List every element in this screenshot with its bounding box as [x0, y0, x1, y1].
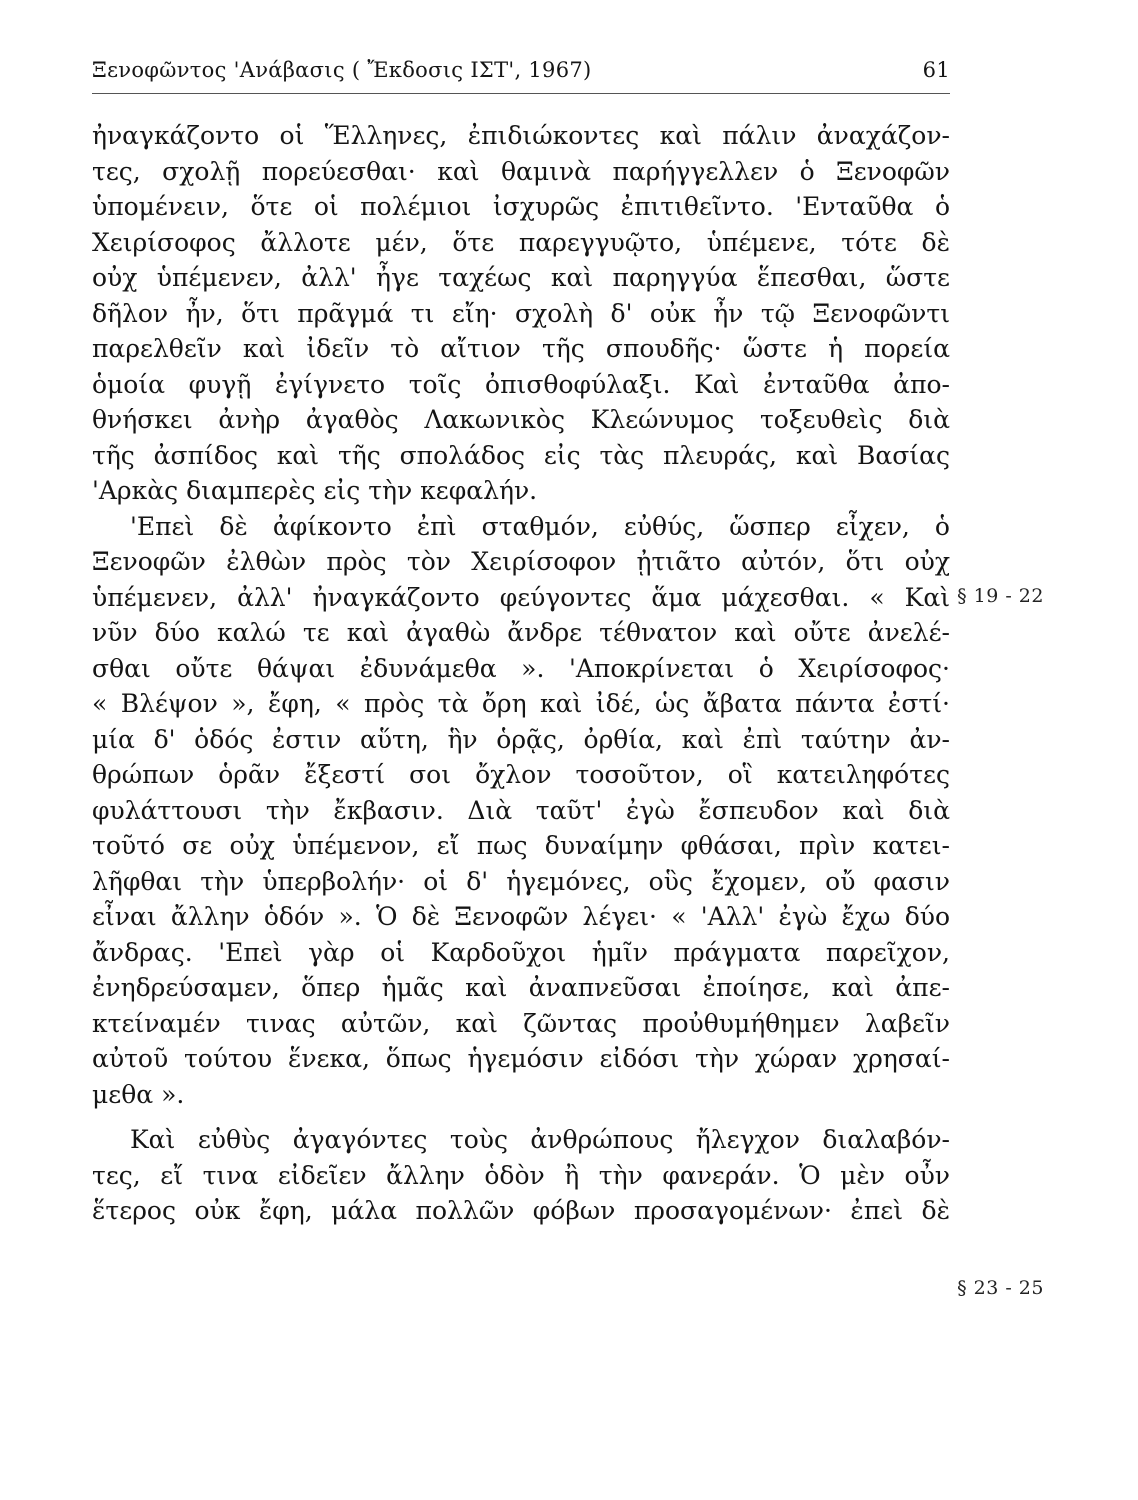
text-line: τες, σχολῇ πορεύεσθαι· καὶ θαμινὰ παρήγγελλεν ὁ Ξενοφῶν — [92, 156, 950, 186]
text-line: οὐχ ὑπέμενεν, ἀλλ' ἦγε ταχέως καὶ παρηγγύα ἕπεσθαι, ὥστε — [92, 263, 950, 292]
text-line: ἠναγκάζοντο οἱ Ἕλληνες, ἐπιδιώκοντες καὶ πάλιν ἀναχάζον- — [92, 121, 950, 150]
text-line: ὑπομένειν, ὅτε οἱ πολέμιοι ἰσχυρῶς ἐπιτιθεῖντο. 'Ενταῦθα ὁ — [92, 192, 950, 221]
text-line: ἄνδρας. 'Επεὶ γὰρ οἱ Καρδοῦχοι ἡμῖν πράγματα παρεῖχον, — [92, 937, 950, 967]
text-line: θνήσκει ἀνὴρ ἀγαθὸς Λακωνικὸς Κλεώνυμος τοξευθεὶς διὰ — [92, 405, 950, 434]
text-line: ὁμοία φυγῇ ἐγίγνετο τοῖς ὀπισθοφύλαξι. Καὶ ἐνταῦθα ἀπο- — [92, 369, 950, 399]
text-line: θρώπων ὁρᾶν ἔξεστί σοι ὄχλον τοσοῦτον, οἳ κατειληφότες — [92, 760, 950, 789]
body-text — [92, 118, 950, 1229]
text-line: 'Αρκὰς διαμπερὲς εἰς τὴν κεφαλήν. — [92, 476, 538, 505]
text-line: αὐτοῦ τούτου ἕνεκα, ὅπως ἡγεμόσιν εἰδόσι τὴν χώραν χρησαί- — [92, 1044, 950, 1073]
text-line: εἶναι ἄλλην ὁδόν ». Ὁ δὲ Ξενοφῶν λέγει· « 'Αλλ' ἐγὼ ἔχω δύο — [92, 902, 950, 931]
text-line: « Βλέψον », ἔφη, « πρὸς τὰ ὄρη καὶ ἰδέ, ὡς ἄβατα πάντα ἐστί· — [92, 689, 950, 718]
text-line: τῆς ἀσπίδος καὶ τῆς σπολάδος εἰς τὰς πλευράς, καὶ Βασίας — [92, 440, 950, 470]
section-marginal-note: § 19 - 22 — [957, 585, 1044, 607]
text-line: νῦν δύο καλώ τε καὶ ἀγαθὼ ἄνδρε τέθνατον καὶ οὔτε ἀνελέ- — [92, 618, 950, 647]
text-line: ὑπέμενεν, ἀλλ' ἠναγκάζοντο φεύγοντες ἅμα μάχεσθαι. « Καὶ — [92, 582, 950, 612]
text-line: δῆλον ἦν, ὅτι πρᾶγμά τι εἴη· σχολὴ δ' οὐκ ἦν τῷ Ξενοφῶντι — [92, 298, 950, 328]
paragraph-gap — [92, 1112, 950, 1122]
text-line: παρελθεῖν καὶ ἰδεῖν τὸ αἴτιον τῆς σπουδῆς· ὥστε ἡ πορεία — [92, 334, 950, 363]
header-rule — [92, 93, 950, 94]
text-line: Χειρίσοφος ἄλλοτε μέν, ὅτε παρεγγυῷτο, ὑπέμενε, τότε δὲ — [92, 227, 950, 257]
text-line: τες, εἴ τινα εἰδεῖεν ἄλλην ὁδὸν ἢ τὴν φανεράν. Ὁ μὲν οὖν — [92, 1160, 950, 1190]
text-line: μία δ' ὁδός ἐστιν αὕτη, ἣν ὁρᾷς, ὀρθία, καὶ ἐπὶ ταύτην ἀν- — [92, 724, 950, 754]
text-line: λῆφθαι τὴν ὑπερβολήν· οἱ δ' ἡγεμόνες, οὓς ἔχομεν, οὔ φασιν — [92, 866, 950, 896]
text-line: κτείναμέν τινας αὐτῶν, καὶ ζῶντας προὐθυμήθημεν λαβεῖν — [92, 1008, 950, 1038]
page-number: 61 — [922, 58, 950, 82]
section-marginal-note: § 23 - 25 — [957, 1277, 1044, 1299]
text-line: τοῦτό σε οὐχ ὑπέμενον, εἴ πως δυναίμην φθάσαι, πρὶν κατει- — [92, 831, 950, 860]
text-line: 'Επεὶ δὲ ἀφίκοντο ἐπὶ σταθμόν, εὐθύς, ὥσπερ εἶχεν, ὁ — [130, 511, 950, 541]
text-line: Ξενοφῶν ἐλθὼν πρὸς τὸν Χειρίσοφον ᾐτιᾶτο αὐτόν, ὅτι οὐχ — [92, 547, 950, 576]
text-line: μεθα ». — [92, 1079, 185, 1109]
text-line: Καὶ εὐθὺς ἀγαγόντες τοὺς ἀνθρώπους ἤλεγχον διαλαβόν- — [130, 1125, 950, 1154]
text-line: ἕτερος οὐκ ἔφη, μάλα πολλῶν φόβων προσαγομένων· ἐπεὶ δὲ — [92, 1196, 950, 1225]
text-line: σθαι οὔτε θάψαι ἐδυνάμεθα ». 'Αποκρίνεται ὁ Χειρίσοφος· — [92, 653, 950, 683]
text-line: φυλάττουσι τὴν ἔκβασιν. Διὰ ταῦτ' ἐγὼ ἔσπευδον καὶ διὰ — [92, 795, 950, 825]
running-title: Ξενοφῶντος 'Ανάβασις ( Ἔκδοσις ΙΣΤ', 1967) — [92, 58, 592, 82]
text-line: ἐνηδρεύσαμεν, ὅπερ ἡμᾶς καὶ ἀναπνεῦσαι ἐποίησε, καὶ ἀπε- — [92, 973, 950, 1002]
